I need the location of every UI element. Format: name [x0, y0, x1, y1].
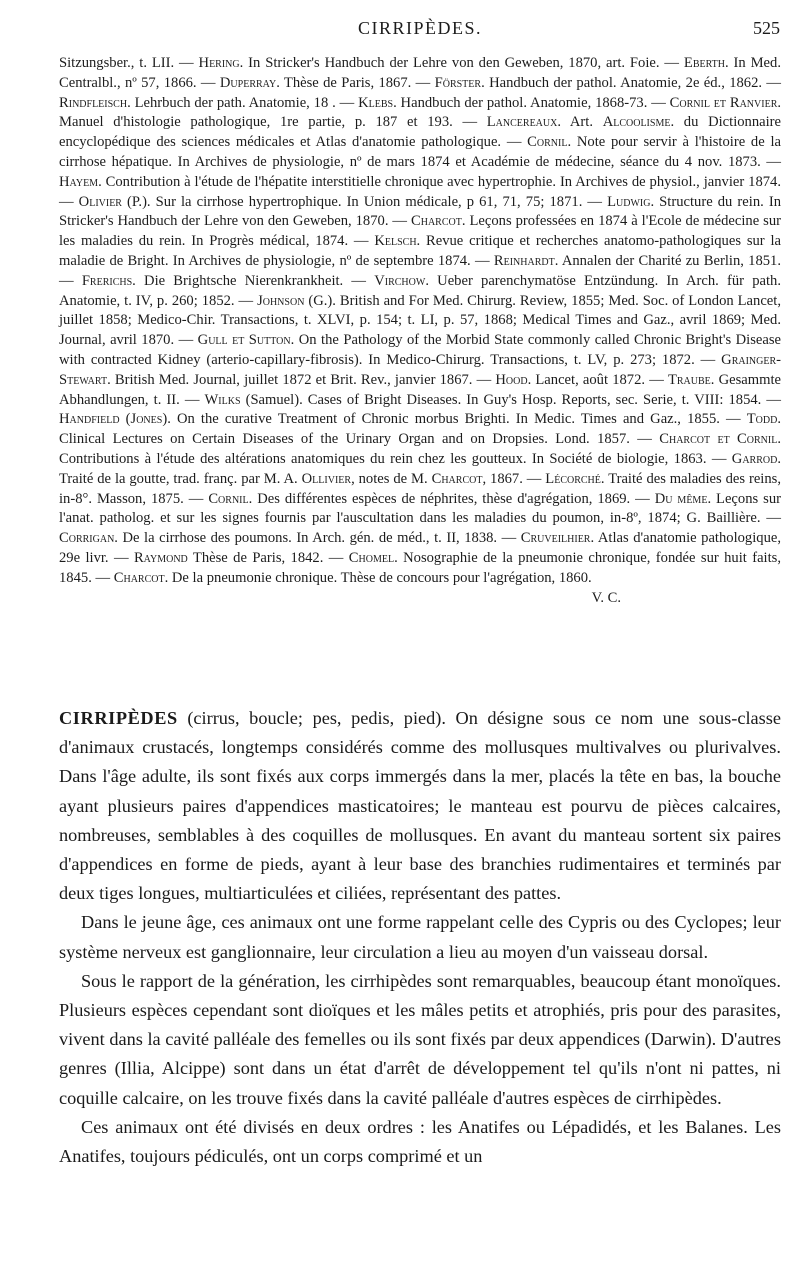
bibliography-paragraph: Sitzungsber., t. LII. — Hering. In Stricker's Handbuch der Lehre von den Geweben, 1870, art. Foie. — Eberth. In Med. Centralbl., nº 57, 1866. — Duperray. Thèse de Paris, 1867. — Förster. Handbuch der pathol. Anatomie, 2e éd., 1862. — Rindfleisch. Lehrbuch der path. Anatomie, 18 . — Klebs. Handbuch der pathol. Anatomie, 1868-73. — Cornil et Ranvier. Manuel d'histologie pathologique, 1re partie, p. 187 et 193. — Lancereaux. Art. Alcoolisme. du Dictionnaire encyclopédique des sciences médicales et Atlas d'anatomie pathologique. — Cornil. Note pour servir à l'histoire de la cirrhose hépatique. In Archives de physiologie, nº de mars 1874 et Académie de médecine, séance du 4 nov. 1873. — Hayem. Contribution à l'étude de l'hépatite interstitielle chronique avec hypertrophie. In Archives de physiol., janvier 1874. — Olivier (P.). Sur la cirrhose hypertrophique. In Union médicale, p 61, 71, 75; 1871. — Ludwig. Structure du rein. In Stricker's Handbuch der Lehre von den Geweben, 1870. — Charcot. Leçons professées en 1874 à l'Ecole de médecine sur les maladies du rein. In Progrès médical, 1874. — Kelsch. Revue critique et recherches anatomo-pathologiques sur la maladie de Bright. In Archives de physiologie, nº de septembre 1874. — Reinhardt. Annalen der Charité zu Berlin, 1851. — Frerichs. Die Brightsche Nierenkrankheit. — Virchow. Ueber parenchymatöse Entzündung. In Arch. für path. Anatomie, t. IV, p. 260; 1852. — Johnson (G.). British and For Med. Chirurg. Review, 1855; Med. Soc. of London Lancet, juillet 1858; Medico-Chir. Transactions, t. XLVI, p. 154; t. LI, p. 57, 1868; Medical Times and Gaz., avril 1869; Med. Journal, avril 1870. — Gull et Sutton. On the Pathology of the Morbid State commonly called Chronic Bright's Disease with contracted Kidney (arterio-capillary-fibrosis). In Medico-Chirurg. Transactions, t. LV, p. 273; 1872. — Grainger-Stewart. British Med. Journal, juillet 1872 et Brit. Rev., janvier 1867. — Hood. Lancet, août 1872. — Traube. Gesammte Abhandlungen, t. II. — Wilks (Samuel). Cases of Bright Diseases. In Guy's Hosp. Reports, sec. Serie, t. VIII: 1854. — Handfield (Jones). On the curative Treatment of Chronic morbus Brighti. In Medic. Times and Gaz., 1855. — Todd. Clinical Lectures on Certain Diseases of the Urinary Organ and on Dropsies. Lond. 1857. — Charcot et Cornil. Contributions à l'étude des altérations anatomiques du rein chez les goutteux. In Société de biologie, 1863. — Garrod. Traité de la goutte, trad. franç. par M. A. Ollivier, notes de M. Charcot, 1867. — Lécorché. Traité des maladies des reins, in-8°. Masson, 1875. — Cornil. Des différentes espèces de néphrites, thèse d'agrégation, 1869. — Du même. Leçons sur l'anat. patholog. et sur les signes fournis par l'auscultation dans les maladies du poumon, in-8º, 1874; G. Baillière. — Corrigan. De la cirrhose des poumons. In Arch. gén. de méd., t. II, 1838. — Cruveilhier. Atlas d'anatomie pathologique, 29e livr. — Raymond Thèse de Paris, 1842. — Chomel. Nosographie de la pneumonie chronique, fondée sur huit faits, 1845. — Charcot. De la pneumonie chronique. Thèse de concours pour l'agrégation, 1860.: [59, 55, 782, 586]
entry-headword: CIRRIPÈDES: [59, 708, 178, 728]
page-number: 525: [753, 18, 780, 38]
article-paragraph: CIRRIPÈDES (cirrus, boucle; pes, pedis, pied). On désigne sous ce nom une sous-classe d'animaux crustacés, longtemps considérés comme des mollusques multivalves ou plurivalves. Dans l'âge adulte, ils sont fixés aux corps immergés dans la mer, placés la tête en bas, la bouche ayant plusieurs paires d'appendices masticatoires; le manteau est pourvu de pièces calcaires, nombreuses, semblables à des coquilles de mollusques. En avant du manteau sortent six paires d'appendices en forme de pieds, ayant à leur base des branchies rudimentaires et terminés par deux tiges longues, multiarticulées et ciliées, représentant des pattes.: [59, 708, 781, 904]
bibliography-block: [59, 54, 781, 609]
author-signature: V. C.: [591, 589, 621, 606]
article-paragraph: Dans le jeune âge, ces animaux ont une forme rappelant celle des Cypris ou des Cyclopes; leur système nerveux est ganglionnaire, leur circulation a lieu au moyen d'un vaisseau dorsal.: [59, 912, 781, 962]
page-header: [60, 18, 780, 42]
article-paragraph: Ces animaux ont été divisés en deux ordres : les Anatifes ou Lépadidés, et les Balanes. Les Anatifes, toujours pédiculés, ont un corps comprimé et un: [59, 1116, 781, 1167]
running-head: CIRRIPÈDES.: [357, 18, 483, 38]
article-body: [59, 704, 781, 1171]
entry-etymology: (cirrus, boucle; pes, pedis, pied).: [177, 708, 446, 728]
article-paragraph: Sous le rapport de la génération, les cirrhipèdes sont remarquables, beaucoup étant monoïques. Plusieurs espèces cependant sont dioïques et les mâles petits et atrophiés, pris pour des parasites, vivent dans la cavité palléale des femelles ou ils sont fixés par deux appendices (Darwin). D'autres genres (Illia, Alcippe) sont dans un état d'arrêt de développement tel qu'ils n'ont ni pattes, ni coquille calcaire, on les trouve fixés dans la cavité palléale d'autres espèces de cirrhipèdes.: [59, 970, 781, 1108]
signature-line: [59, 589, 781, 609]
